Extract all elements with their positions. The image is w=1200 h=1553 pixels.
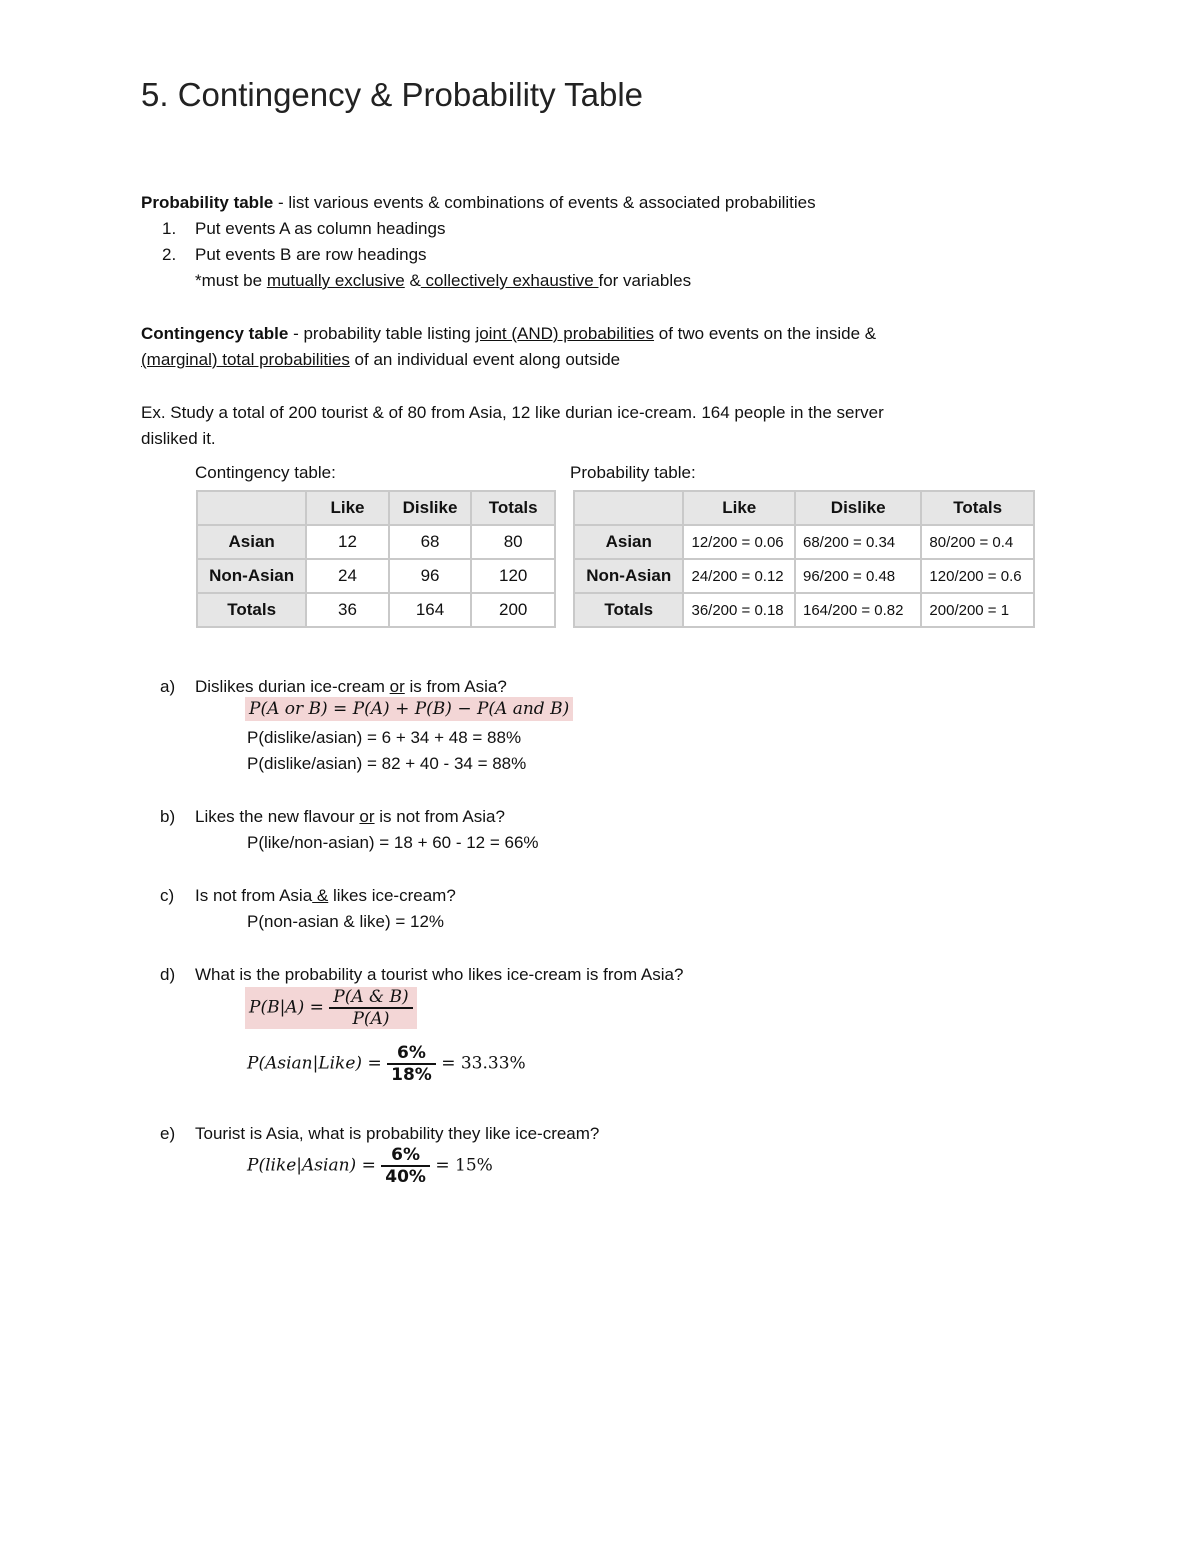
definition-underlined-term: joint (AND) probabilities <box>475 324 655 343</box>
contingency-table <box>196 490 556 628</box>
calculation-lhs: P(Asian|Like) = <box>247 1053 382 1074</box>
calculation-lhs: P(like|Asian) = <box>247 1155 376 1176</box>
note-underlined-term: mutually exclusive <box>266 271 405 290</box>
table-cell: 12/200 = 0.06 <box>683 525 795 559</box>
fraction-denominator: 18% <box>387 1063 436 1085</box>
question-marker: a) <box>160 677 176 696</box>
question-text: Tourist is Asia, what is probability they like ice-cream? <box>195 1124 600 1143</box>
table-cell: 68 <box>389 525 472 559</box>
fraction-numerator: 6% <box>397 1043 426 1063</box>
fraction-numerator: 6% <box>391 1145 421 1165</box>
answer-line: P(like/non-asian) = 18 + 60 - 12 = 66% <box>247 833 539 852</box>
table-header-row <box>197 491 555 525</box>
formula-lhs: P(B|A) = <box>249 997 324 1018</box>
probability-table <box>573 490 1035 628</box>
question-marker: c) <box>160 886 175 905</box>
question-underlined-word: & <box>312 886 329 905</box>
requirement-note <box>195 268 691 294</box>
list-item-text: Put events B are row headings <box>195 245 427 264</box>
table-cell: 68/200 = 0.34 <box>795 525 921 559</box>
probability-table-definition <box>141 190 816 216</box>
note-underlined-term: collectively exhaustive <box>420 271 599 290</box>
table-cell: 164/200 = 0.82 <box>795 593 921 627</box>
question-text-part: is not from Asia? <box>374 807 505 826</box>
formula-fraction <box>329 987 412 1029</box>
conditional-probability-formula <box>245 987 417 1029</box>
question-marker: b) <box>160 807 176 826</box>
row-header: Non-Asian <box>574 559 683 593</box>
column-header: Totals <box>921 491 1034 525</box>
table-cell: 36/200 = 0.18 <box>683 593 795 627</box>
column-header: Like <box>306 491 388 525</box>
table-cell: 96/200 = 0.48 <box>795 559 921 593</box>
contingency-table-definition-cont <box>141 347 620 373</box>
note-connector: & <box>404 271 421 290</box>
column-header: Totals <box>471 491 555 525</box>
definition-text: of two events on the inside & <box>654 324 877 343</box>
answer-line: P(dislike/asian) = 82 + 40 - 34 = 88% <box>247 754 527 773</box>
probability-table-term: Probability table <box>141 193 274 212</box>
conditional-probability-calculation <box>247 1145 493 1187</box>
definition-text: - probability table listing <box>288 324 476 343</box>
note-prefix: *must be <box>195 271 267 290</box>
table-cell: 120/200 = 0.6 <box>921 559 1034 593</box>
row-header: Asian <box>197 525 306 559</box>
table-cell: 200 <box>471 593 555 627</box>
calculation-fraction <box>387 1043 436 1085</box>
question-text-part: likes ice-cream? <box>328 886 456 905</box>
column-header: Dislike <box>389 491 472 525</box>
question-marker: d) <box>160 965 176 984</box>
calculation-fraction <box>381 1145 430 1187</box>
table-row <box>197 525 555 559</box>
example-text: Ex. Study a total of 200 tourist & of 80 from Asia, 12 like durian ice-cream. 164 people in the server <box>141 403 884 422</box>
fraction-denominator: P(A) <box>329 1007 412 1029</box>
question-text <box>195 804 505 830</box>
definition-text: of an individual event along outside <box>349 350 621 369</box>
column-header: Like <box>683 491 795 525</box>
row-header: Asian <box>574 525 683 559</box>
list-item: 1. <box>162 219 177 238</box>
question-marker: e) <box>160 1124 176 1143</box>
list-item: 2. <box>162 245 177 264</box>
calculation-result: = 33.33% <box>441 1053 526 1074</box>
table-row <box>574 525 1034 559</box>
row-header: Totals <box>197 593 306 627</box>
question-text-part: Dislikes durian ice-cream <box>195 677 390 696</box>
row-header: Non-Asian <box>197 559 306 593</box>
table-cell: 80 <box>471 525 555 559</box>
table-row <box>574 559 1034 593</box>
fraction-denominator: 40% <box>381 1165 430 1187</box>
table-cell: 24/200 = 0.12 <box>683 559 795 593</box>
definition-underlined-term: (marginal) total probabilities <box>141 350 350 369</box>
question-text: What is the probability a tourist who likes ice-cream is from Asia? <box>195 965 684 984</box>
table-cell: 36 <box>306 593 388 627</box>
table-row <box>574 593 1034 627</box>
question-text-part: is from Asia? <box>404 677 507 696</box>
fraction-numerator: P(A & B) <box>333 987 409 1007</box>
contingency-table-term: Contingency table <box>141 324 289 343</box>
probability-table-description: - list various events & combinations of events & associated probabilities <box>273 193 816 212</box>
question-text-part: Is not from Asia <box>195 886 313 905</box>
table-cell: 96 <box>389 559 472 593</box>
answer-line: P(non-asian & like) = 12% <box>247 912 445 931</box>
question-underlined-word: or <box>359 807 375 826</box>
table-cell: 80/200 = 0.4 <box>921 525 1034 559</box>
question-text <box>195 883 456 909</box>
table-cell: 120 <box>471 559 555 593</box>
answer-line: P(dislike/asian) = 6 + 34 + 48 = 88% <box>247 728 522 747</box>
row-header: Totals <box>574 593 683 627</box>
contingency-table-label: Contingency table: <box>195 463 336 482</box>
table-row <box>197 593 555 627</box>
note-suffix: for variables <box>598 271 692 290</box>
table-header-row <box>574 491 1034 525</box>
conditional-probability-calculation <box>247 1043 526 1085</box>
probability-table-label: Probability table: <box>570 463 696 482</box>
contingency-table-definition <box>141 321 876 347</box>
table-corner-cell <box>574 491 683 525</box>
page-title: 5. Contingency & Probability Table <box>141 76 644 113</box>
column-header: Dislike <box>795 491 921 525</box>
table-row <box>197 559 555 593</box>
table-cell: 164 <box>389 593 472 627</box>
addition-rule-formula: P(A or B) = P(A) + P(B) − P(A and B) <box>245 697 573 721</box>
example-text: disliked it. <box>141 429 216 448</box>
table-cell: 12 <box>306 525 388 559</box>
question-text-part: Likes the new flavour <box>195 807 360 826</box>
list-item-text: Put events A as column headings <box>195 219 446 238</box>
table-cell: 24 <box>306 559 388 593</box>
table-cell: 200/200 = 1 <box>921 593 1034 627</box>
question-underlined-word: or <box>389 677 405 696</box>
calculation-result: = 15% <box>435 1155 493 1176</box>
table-corner-cell <box>197 491 306 525</box>
